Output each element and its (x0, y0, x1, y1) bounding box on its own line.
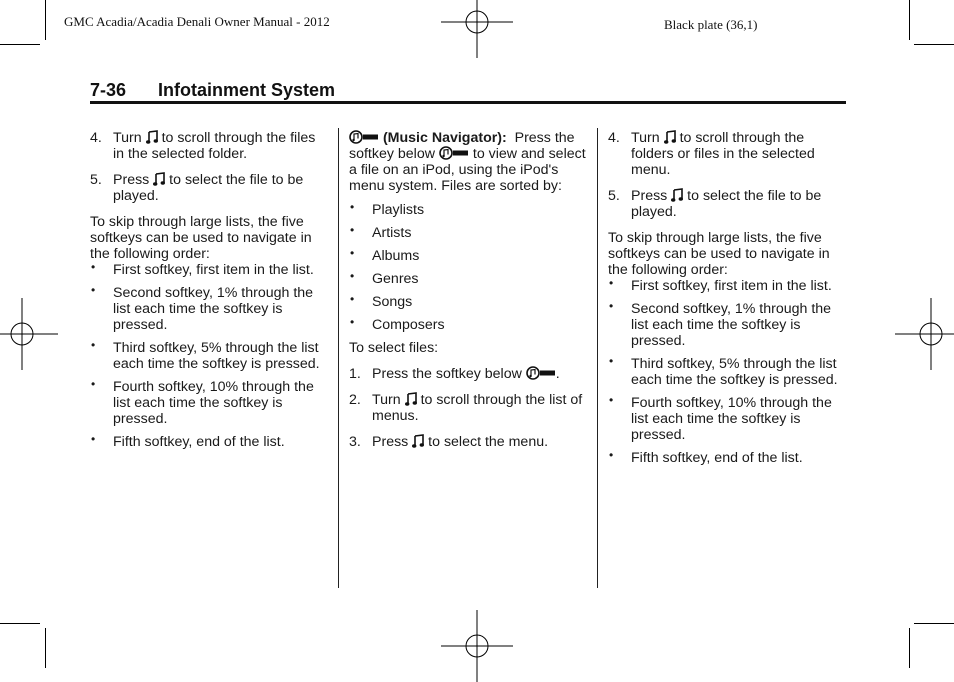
paragraph-text: to view and select a file on an iPod, using the iPod's menu system. Files are sorted by: (349, 146, 586, 194)
column-3 (608, 130, 848, 473)
column-1 (90, 130, 330, 457)
step-text: to select the file to be played. (113, 172, 304, 204)
step-number: 1. (349, 366, 361, 382)
step-text: Press (113, 172, 150, 188)
step-item (349, 366, 589, 382)
music-note-icon (153, 172, 165, 186)
music-note-icon (405, 392, 417, 406)
music-navigator-label: (Music Navigator): (382, 130, 507, 146)
step-number: 4. (90, 130, 102, 146)
music-navigator-icon (349, 130, 379, 144)
step-item (349, 434, 589, 450)
list-item-text: Fifth softkey, end of the list. (631, 450, 803, 466)
bullet-icon: • (609, 354, 614, 368)
step-item (90, 172, 330, 204)
list-item-text: First softkey, first item in the list. (631, 278, 832, 294)
list-item (608, 301, 848, 349)
list-item-text: Playlists (372, 202, 425, 218)
bullet-icon: • (91, 377, 96, 391)
music-navigator-description (349, 130, 589, 194)
bullet-icon: • (91, 432, 96, 446)
crop-mark (45, 0, 46, 40)
list-item-text: Albums (372, 248, 420, 264)
paragraph: To select files: (349, 340, 439, 356)
step-item (349, 392, 589, 424)
column-divider (597, 128, 598, 588)
list-item (90, 262, 330, 278)
page-number: 7-36 (90, 80, 127, 100)
music-navigator-icon (526, 366, 556, 380)
paragraph: To skip through large lists, the five softkeys can be used to navigate in the following order: (90, 214, 312, 262)
list-item-text: Second softkey, 1% through the list each time the softkey is pressed. (631, 301, 832, 349)
crop-mark (0, 623, 40, 624)
music-note-icon (412, 434, 424, 448)
list-item (608, 450, 848, 466)
step-text: . (555, 366, 560, 382)
list-item (90, 379, 330, 427)
bullet-icon: • (91, 338, 96, 352)
step-text: Turn (631, 130, 660, 146)
list-item (608, 356, 848, 388)
list-item-text: Fourth softkey, 10% through the list each time the softkey is pressed. (631, 395, 832, 443)
crop-mark (914, 44, 954, 45)
list-item (349, 294, 589, 310)
step-text: Turn (372, 392, 401, 408)
step-number: 2. (349, 392, 361, 408)
music-note-icon (664, 130, 676, 144)
running-head-left: GMC Acadia/Acadia Denali Owner Manual - 2012 (64, 14, 330, 29)
list-item-text: Songs (372, 294, 413, 310)
list-item (349, 248, 589, 264)
bullet-icon: • (609, 299, 614, 313)
list-item-text: Artists (372, 225, 412, 241)
step-text: to select the menu. (428, 434, 549, 450)
crop-mark (914, 623, 954, 624)
music-navigator-icon (439, 146, 469, 160)
list-item-text: Second softkey, 1% through the list each time the softkey is pressed. (113, 285, 314, 333)
section-title: Infotainment System (158, 80, 336, 100)
crop-mark (909, 0, 910, 40)
registration-mark-icon (441, 610, 513, 682)
list-item-text: Composers (372, 317, 445, 333)
bullet-icon: • (350, 292, 355, 306)
paragraph-text: Press the softkey below (349, 130, 575, 162)
step-text: to scroll through the list of menus. (372, 392, 583, 424)
step-text: to scroll through the files in the selected folder. (113, 130, 316, 162)
step-text: to scroll through the folders or files in the selected menu. (631, 130, 815, 178)
bullet-icon: • (350, 315, 355, 329)
step-number: 4. (608, 130, 620, 146)
column-divider (338, 128, 339, 588)
step-number: 5. (90, 172, 102, 188)
paragraph: To skip through large lists, the five softkeys can be used to navigate in the following order: (608, 230, 830, 278)
bullet-icon: • (350, 246, 355, 260)
step-item (608, 130, 848, 178)
list-item (349, 317, 589, 333)
registration-mark-icon (441, 0, 513, 58)
list-item-text: Fourth softkey, 10% through the list each time the softkey is pressed. (113, 379, 314, 427)
bullet-icon: • (91, 283, 96, 297)
section-header (90, 80, 846, 102)
list-item-text: Third softkey, 5% through the list each time the softkey is pressed. (631, 356, 838, 388)
bullet-icon: • (350, 269, 355, 283)
registration-mark-icon (895, 298, 954, 370)
list-item (349, 271, 589, 287)
step-text: Turn (113, 130, 142, 146)
crop-mark (45, 628, 46, 668)
step-text: Press the softkey below (372, 366, 522, 382)
bullet-icon: • (350, 200, 355, 214)
step-number: 5. (608, 188, 620, 204)
registration-mark-icon (0, 298, 58, 370)
step-text: Press (631, 188, 668, 204)
list-item-text: First softkey, first item in the list. (113, 262, 314, 278)
step-text: to select the file to be played. (631, 188, 822, 220)
list-item-text: Third softkey, 5% through the list each time the softkey is pressed. (113, 340, 320, 372)
list-item (349, 225, 589, 241)
crop-mark (0, 44, 40, 45)
header-rule (90, 101, 846, 104)
list-item (608, 278, 848, 294)
list-item (90, 340, 330, 372)
list-item (349, 202, 589, 218)
bullet-icon: • (350, 223, 355, 237)
list-item (90, 434, 330, 450)
step-item (608, 188, 848, 220)
crop-mark (909, 628, 910, 668)
step-text: Press (372, 434, 409, 450)
step-number: 3. (349, 434, 361, 450)
list-item (608, 395, 848, 443)
bullet-icon: • (609, 276, 614, 290)
list-item (90, 285, 330, 333)
music-note-icon (671, 188, 683, 202)
list-item-text: Fifth softkey, end of the list. (113, 434, 285, 450)
running-head-right: Black plate (36,1) (664, 17, 758, 32)
music-note-icon (146, 130, 158, 144)
bullet-icon: • (91, 260, 96, 274)
list-item-text: Genres (372, 271, 419, 287)
bullet-icon: • (609, 393, 614, 407)
bullet-icon: • (609, 448, 614, 462)
column-2 (349, 130, 589, 460)
step-item (90, 130, 330, 162)
